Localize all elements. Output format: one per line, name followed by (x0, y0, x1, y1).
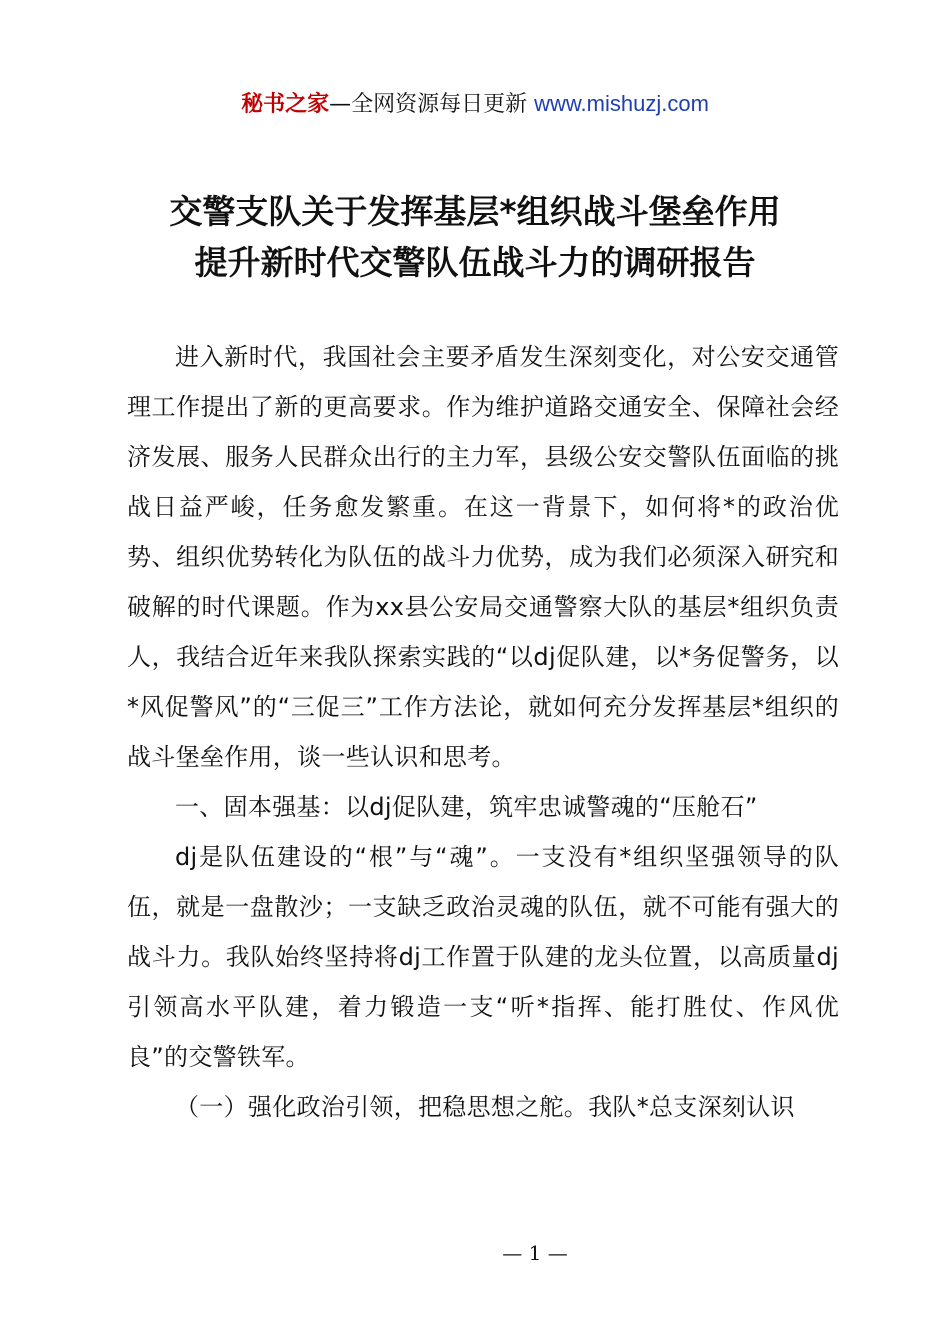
document-title (0, 186, 950, 288)
site-url-link[interactable]: www.mishuzj.com (534, 91, 709, 116)
subsection-paragraph: （一）强化政治引领，把稳思想之舵。我队*总支深刻认识 (175, 1093, 795, 1121)
title-line-2: 提升新时代交警队伍战斗力的调研报告 (194, 243, 756, 282)
title-line-1: 交警支队关于发挥基层*组织战斗堡垒作用 (169, 192, 781, 231)
body-paragraph: dj是队伍建设的“根”与“魂”。一支没有*组织坚强领导的队伍，就是一盘散沙；一支缺乏政治灵魂的队伍，就不可能有强大的战斗力。我队始终坚持将dj工作置于队建的龙头位置，以高质量dj引领高水平队建，着力锻造一支“听*指挥、能打胜仗、作风优良”的交警铁军。 (127, 843, 839, 1071)
site-header (0, 86, 950, 123)
document-body (127, 332, 839, 1132)
page-number: — 1 — (502, 1241, 568, 1265)
section-heading: 一、固本强基：以dj促队建，筑牢忠诚警魂的“压舱石” (175, 793, 758, 821)
intro-paragraph: 进入新时代，我国社会主要矛盾发生深刻变化，对公安交通管理工作提出了新的更高要求。作为维护道路交通安全、保障社会经济发展、服务人民群众出行的主力军，县级公安交警队伍面临的挑战日益严峻，任务愈发繁重。在这一背景下，如何将*的政治优势、组织优势转化为队伍的战斗力优势，成为我们必须深入研究和破解的时代课题。作为xx县公安局交通警察大队的基层*组织负责人，我结合近年来我队探索实践的“以dj促队建，以*务促警务，以*风促警风”的“三促三”工作方法论，就如何充分发挥基层*组织的战斗堡垒作用，谈一些认识和思考。 (127, 343, 839, 771)
header-tagline: —全网资源每日更新 (329, 92, 528, 117)
brand-name: 秘书之家 (241, 92, 330, 117)
